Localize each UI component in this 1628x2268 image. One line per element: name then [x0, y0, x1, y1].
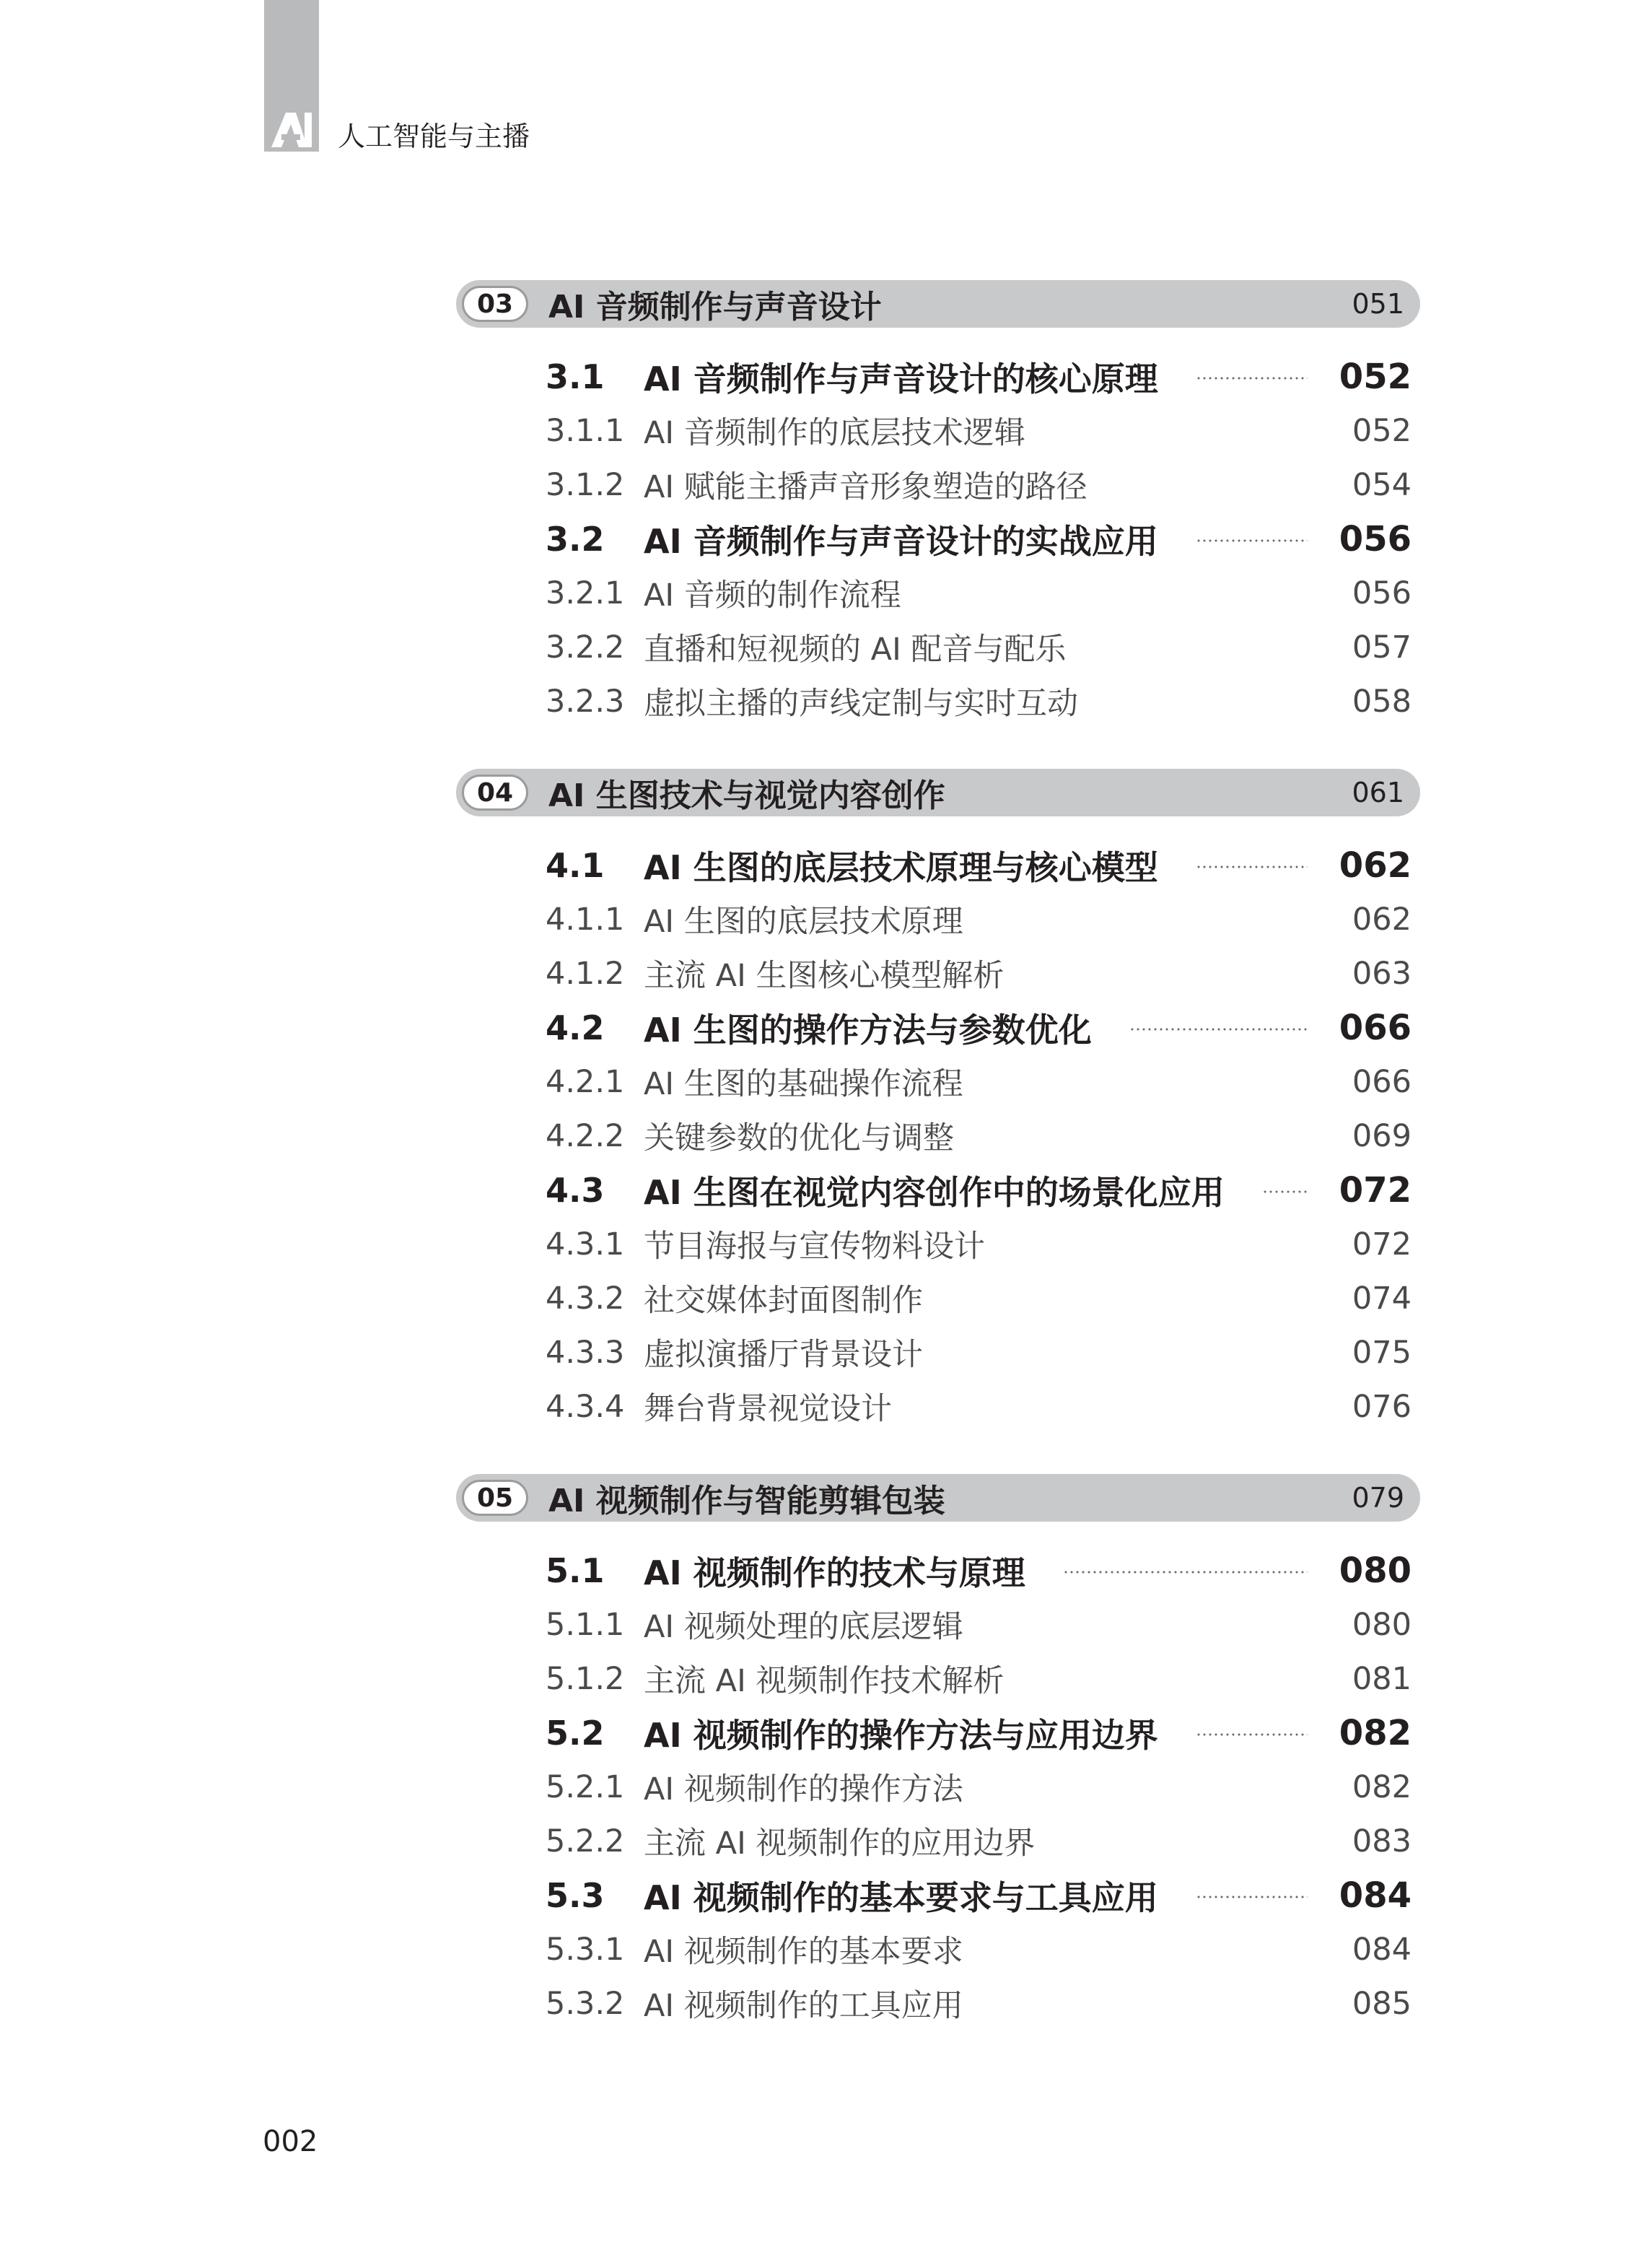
chapter-number-badge: 04 [462, 775, 528, 811]
entry-number: 3.1 [546, 357, 605, 396]
chapter-page-number: 061 [1352, 777, 1404, 808]
entry-title: AI 视频制作的技术与原理 [644, 1553, 1025, 1592]
entry-title: AI 赋能主播声音形象塑造的路径 [644, 469, 1087, 505]
entry-title: 直播和短视频的 AI 配音与配乐 [644, 632, 1067, 668]
dot-leader [1063, 1571, 1308, 1574]
chapter-title: AI 音频制作与声音设计 [548, 289, 882, 326]
entry-title: 主流 AI 视频制作技术解析 [644, 1663, 1005, 1699]
entry-page-number: 056 [1352, 575, 1412, 611]
entry-page-number: 084 [1339, 1875, 1412, 1916]
chapter-block [456, 1474, 1420, 2031]
toc-subsection-entry[interactable] [456, 1652, 1420, 1706]
entry-title: AI 生图的基础操作流程 [644, 1066, 963, 1102]
entry-title: 主流 AI 视频制作的应用边界 [644, 1826, 1036, 1862]
entry-page-number: 085 [1352, 1985, 1412, 2022]
entry-page-number: 066 [1352, 1063, 1412, 1100]
chapter-block [456, 280, 1420, 728]
toc-section-entry[interactable] [456, 512, 1420, 566]
entry-list [456, 1543, 1420, 2031]
entry-number: 3.2 [546, 519, 605, 559]
chapter-number-badge: 03 [462, 286, 528, 322]
entry-page-number: 062 [1339, 845, 1412, 886]
entry-number: 4.1.2 [546, 955, 625, 992]
entry-page-number: 069 [1352, 1117, 1412, 1154]
toc-subsection-entry[interactable] [456, 404, 1420, 458]
entry-page-number: 082 [1352, 1768, 1412, 1805]
toc-subsection-entry[interactable] [456, 566, 1420, 620]
entry-title: 舞台背景视觉设计 [644, 1391, 892, 1427]
entry-number: 5.1.2 [546, 1660, 625, 1697]
entry-title: AI 视频制作的基本要求与工具应用 [644, 1877, 1158, 1917]
page-number: 002 [263, 2125, 318, 2158]
chapter-heading[interactable] [456, 280, 1420, 328]
entry-page-number: 066 [1339, 1007, 1412, 1048]
toc-section-entry[interactable] [456, 349, 1420, 404]
entry-number: 4.3.1 [546, 1226, 625, 1262]
toc-section-entry[interactable] [456, 1000, 1420, 1055]
entry-number: 5.2.1 [546, 1768, 625, 1805]
entry-number: 4.1 [546, 845, 605, 885]
entry-title: AI 音频制作与声音设计的实战应用 [644, 521, 1158, 561]
toc-section-entry[interactable] [456, 1543, 1420, 1597]
entry-page-number: 083 [1352, 1823, 1412, 1859]
entry-page-number: 072 [1339, 1169, 1412, 1211]
entry-page-number: 052 [1339, 356, 1412, 397]
chapter-heading[interactable] [456, 1474, 1420, 1522]
entry-number: 4.2.1 [546, 1063, 625, 1100]
toc-section-entry[interactable] [456, 1163, 1420, 1217]
running-header-title: 人工智能与主播 [338, 121, 530, 152]
entry-number: 3.2.1 [546, 575, 625, 611]
entry-title: AI 视频制作的工具应用 [644, 1988, 963, 2024]
entry-page-number: 052 [1352, 412, 1412, 449]
entry-number: 4.3 [546, 1170, 605, 1210]
toc-subsection-entry[interactable] [456, 1055, 1420, 1109]
entry-title: 虚拟主播的声线定制与实时互动 [644, 686, 1078, 722]
entry-page-number: 075 [1352, 1334, 1412, 1371]
entry-title: 虚拟演播厅背景设计 [644, 1337, 923, 1373]
entry-page-number: 062 [1352, 901, 1412, 938]
entry-list [456, 838, 1420, 1434]
entry-title: AI 视频处理的底层逻辑 [644, 1609, 963, 1645]
entry-page-number: 080 [1339, 1550, 1412, 1591]
entry-title: AI 生图在视觉内容创作中的场景化应用 [644, 1172, 1225, 1212]
entry-title: AI 视频制作的操作方法与应用边界 [644, 1715, 1158, 1755]
entry-title: AI 视频制作的基本要求 [644, 1934, 963, 1970]
entry-title: AI 音频制作的底层技术逻辑 [644, 415, 1025, 451]
ai-logo-icon [264, 107, 319, 152]
chapter-page-number: 051 [1352, 288, 1404, 320]
toc-subsection-entry[interactable] [456, 458, 1420, 512]
entry-page-number: 056 [1339, 518, 1412, 559]
entry-title: 社交媒体封面图制作 [644, 1283, 923, 1319]
toc-subsection-entry[interactable] [456, 1325, 1420, 1379]
entry-page-number: 074 [1352, 1280, 1412, 1317]
toc-section-entry[interactable] [456, 838, 1420, 892]
dot-leader [1129, 1028, 1308, 1031]
entry-title: 关键参数的优化与调整 [644, 1120, 954, 1156]
entry-title: 主流 AI 生图核心模型解析 [644, 958, 1005, 994]
chapter-page-number: 079 [1352, 1482, 1404, 1514]
entry-page-number: 057 [1352, 629, 1412, 666]
toc-subsection-entry[interactable] [456, 1922, 1420, 1976]
chapter-title: AI 视频制作与智能剪辑包装 [548, 1483, 945, 1519]
chapter-number-badge: 05 [462, 1480, 528, 1516]
entry-number: 3.1.1 [546, 412, 625, 449]
entry-page-number: 054 [1352, 466, 1412, 503]
entry-number: 5.3.2 [546, 1985, 625, 2022]
entry-list [456, 349, 1420, 728]
toc-subsection-entry[interactable] [456, 892, 1420, 946]
entry-number: 5.3.1 [546, 1931, 625, 1968]
entry-number: 4.2 [546, 1008, 605, 1047]
dot-leader [1196, 865, 1308, 868]
chapter-title: AI 生图技术与视觉内容创作 [548, 777, 945, 814]
entry-number: 4.2.2 [546, 1117, 625, 1154]
entry-number: 4.1.1 [546, 901, 625, 938]
toc-subsection-entry[interactable] [456, 1379, 1420, 1434]
entry-title: AI 生图的底层技术原理与核心模型 [644, 847, 1158, 887]
dot-leader [1196, 377, 1308, 380]
entry-page-number: 082 [1339, 1712, 1412, 1753]
table-of-contents [456, 280, 1420, 2071]
entry-page-number: 084 [1352, 1931, 1412, 1968]
toc-subsection-entry[interactable] [456, 1217, 1420, 1271]
toc-subsection-entry[interactable] [456, 946, 1420, 1000]
entry-page-number: 080 [1352, 1606, 1412, 1643]
entry-title: AI 生图的底层技术原理 [644, 904, 963, 940]
entry-title: AI 音频制作与声音设计的核心原理 [644, 359, 1158, 398]
entry-title: 节目海报与宣传物料设计 [644, 1229, 985, 1265]
dot-leader [1196, 539, 1308, 542]
toc-subsection-entry[interactable] [456, 1760, 1420, 1814]
toc-section-entry[interactable] [456, 1706, 1420, 1760]
entry-number: 3.2.3 [546, 683, 625, 720]
dot-leader [1196, 1733, 1308, 1736]
chapter-heading[interactable] [456, 769, 1420, 816]
entry-title: AI 生图的操作方法与参数优化 [644, 1010, 1092, 1050]
toc-subsection-entry[interactable] [456, 620, 1420, 674]
entry-number: 4.3.2 [546, 1280, 625, 1317]
entry-number: 5.3 [546, 1875, 605, 1915]
toc-subsection-entry[interactable] [456, 1976, 1420, 2031]
entry-number: 5.1 [546, 1550, 605, 1590]
entry-number: 3.1.2 [546, 466, 625, 503]
toc-subsection-entry[interactable] [456, 1271, 1420, 1325]
entry-title: AI 音频的制作流程 [644, 577, 901, 614]
toc-subsection-entry[interactable] [456, 1814, 1420, 1868]
entry-page-number: 058 [1352, 683, 1412, 720]
entry-number: 5.1.1 [546, 1606, 625, 1643]
toc-subsection-entry[interactable] [456, 1597, 1420, 1652]
toc-subsection-entry[interactable] [456, 674, 1420, 728]
toc-subsection-entry[interactable] [456, 1109, 1420, 1163]
entry-number: 4.3.3 [546, 1334, 625, 1371]
entry-title: AI 视频制作的操作方法 [644, 1771, 963, 1807]
entry-page-number: 063 [1352, 955, 1412, 992]
entry-number: 3.2.2 [546, 629, 625, 666]
entry-number: 4.3.4 [546, 1388, 625, 1425]
entry-page-number: 076 [1352, 1388, 1412, 1425]
dot-leader [1262, 1190, 1308, 1193]
toc-section-entry[interactable] [456, 1868, 1420, 1922]
entry-page-number: 072 [1352, 1226, 1412, 1262]
entry-number: 5.2.2 [546, 1823, 625, 1859]
dot-leader [1196, 1896, 1308, 1898]
entry-number: 5.2 [546, 1713, 605, 1753]
entry-page-number: 081 [1352, 1660, 1412, 1697]
chapter-block [456, 769, 1420, 1434]
